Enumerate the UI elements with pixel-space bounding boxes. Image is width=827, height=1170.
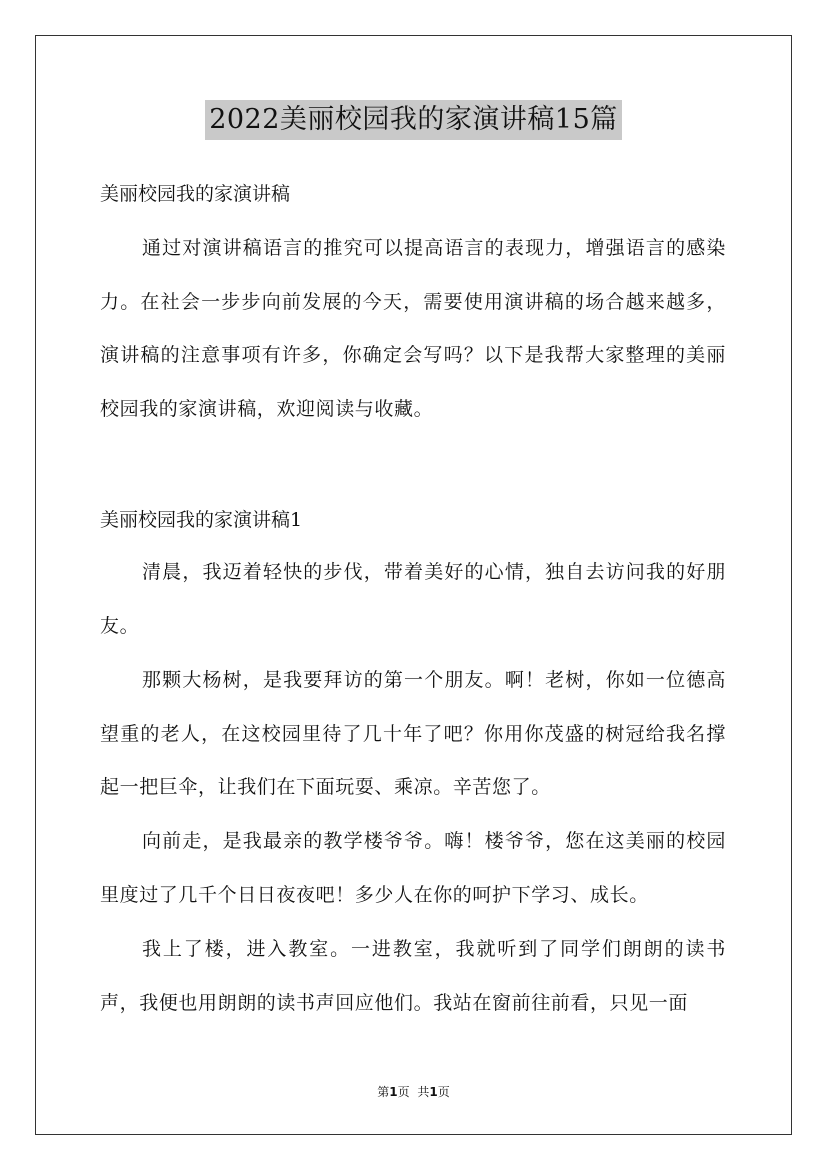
paragraph-4: 我上了楼，进入教室。一进教室，我就听到了同学们朗朗的读书声，我便也用朗朗的读书声回应他们。我站在窗前往前看，只见一面 xyxy=(100,938,726,1014)
intro-paragraph: 通过对演讲稿语言的推究可以提高语言的表现力，增强语言的感染力。在社会一步步向前发展的今天，需要使用演讲稿的场合越来越多，演讲稿的注意事项有许多，你确定会写吗？以下是我帮大家整理的美丽校园我的家演讲稿，欢迎阅读与收藏。 xyxy=(100,237,726,420)
document-title: 2022美丽校园我的家演讲稿15篇 xyxy=(205,100,622,140)
footer-total-suffix: 页 xyxy=(437,1085,450,1099)
footer-page-prefix: 第 xyxy=(377,1085,390,1099)
footer-page-suffix: 页 xyxy=(397,1085,410,1099)
paragraph-1: 清晨，我迈着轻快的步伐，带着美好的心情，独自去访问我的好朋友。 xyxy=(100,561,726,637)
footer-total-prefix: 共 xyxy=(417,1085,430,1099)
document-subtitle: 美丽校园我的家演讲稿 xyxy=(100,183,291,205)
paragraph-2: 那颗大杨树，是我要拜访的第一个朋友。啊！老树，你如一位德高望重的老人，在这校园里待了几十年了吧？你用你茂盛的树冠给我名撑起一把巨伞，让我们在下面玩耍、乘凉。辛苦您了。 xyxy=(100,669,726,798)
paragraph-3: 向前走，是我最亲的教学楼爷爷。嗨！楼爷爷，您在这美丽的校园里度过了几千个日日夜夜吧！多少人在你的呵护下学习、成长。 xyxy=(100,830,726,906)
title-container xyxy=(0,100,827,140)
footer-total-number: 1 xyxy=(429,1085,438,1099)
page-footer xyxy=(0,1083,827,1100)
section-heading: 美丽校园我的家演讲稿1 xyxy=(100,509,303,531)
footer-page-number: 1 xyxy=(389,1085,398,1099)
